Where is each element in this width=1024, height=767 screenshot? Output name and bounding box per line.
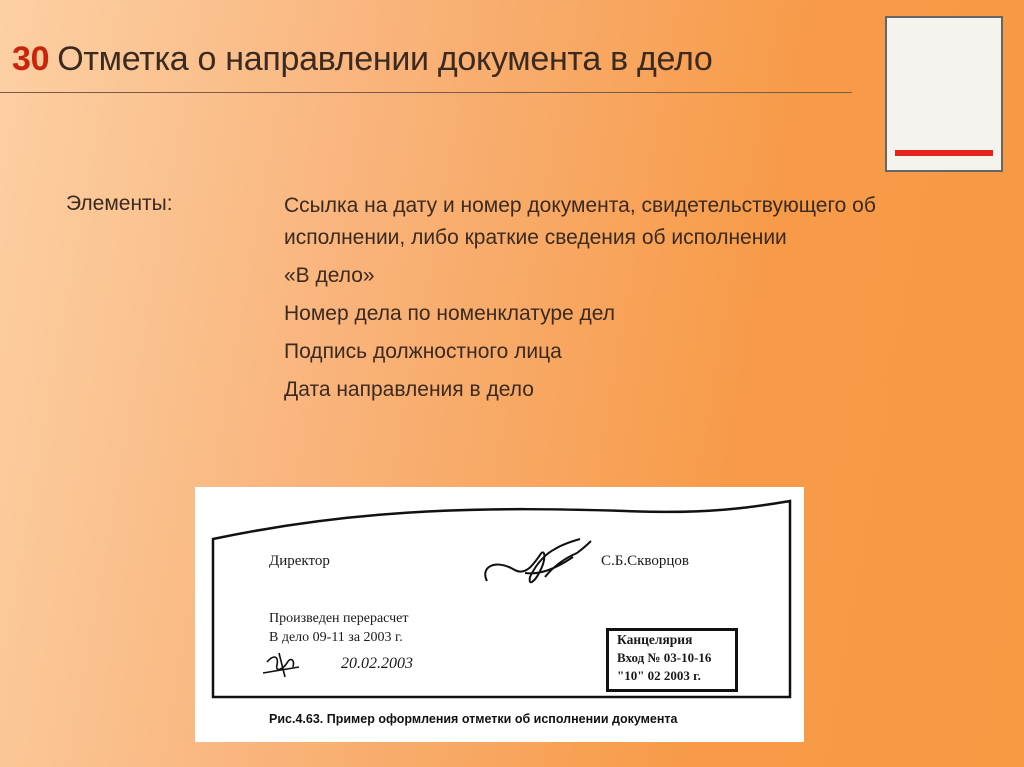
example-figure <box>195 487 804 742</box>
registration-stamp <box>606 628 738 692</box>
figure-caption: Рис.4.63. Пример оформления отметки об исполнении документа <box>269 712 678 726</box>
elements-label: Элементы: <box>66 192 173 215</box>
document-layout-thumbnail <box>885 16 1003 172</box>
stamp-line-2: Вход № 03-10-16 <box>617 650 712 665</box>
elements-list <box>284 190 974 412</box>
slide-title <box>12 40 713 79</box>
list-item: «В дело» <box>284 264 375 287</box>
list-item: Ссылка на дату и номер документа, свидетельствующего об исполнении, либо краткие сведения об исполнении <box>284 194 876 249</box>
slide-title-text: Отметка о направлении документа в дело <box>57 40 713 78</box>
note-line-2: В дело 09-11 за 2003 г. <box>269 630 403 645</box>
position-label: Директор <box>269 553 330 569</box>
note-line-1: Произведен перерасчет <box>269 611 409 626</box>
note-signature <box>263 653 299 677</box>
thumbnail-highlight-bar <box>895 150 993 156</box>
title-underline <box>0 92 852 93</box>
note-date: 20.02.2003 <box>341 655 413 672</box>
director-signature <box>485 539 591 582</box>
signer-name: С.Б.Скворцов <box>601 553 690 569</box>
stamp-line-1: Канцелярия <box>617 632 693 647</box>
list-item: Дата направления в дело <box>284 378 534 401</box>
list-item: Номер дела по номенклатуре дел <box>284 302 616 325</box>
list-item: Подпись должностного лица <box>284 340 562 363</box>
stamp-line-3: "10" 02 2003 г. <box>617 668 701 683</box>
slide-number: 30 <box>12 40 50 78</box>
